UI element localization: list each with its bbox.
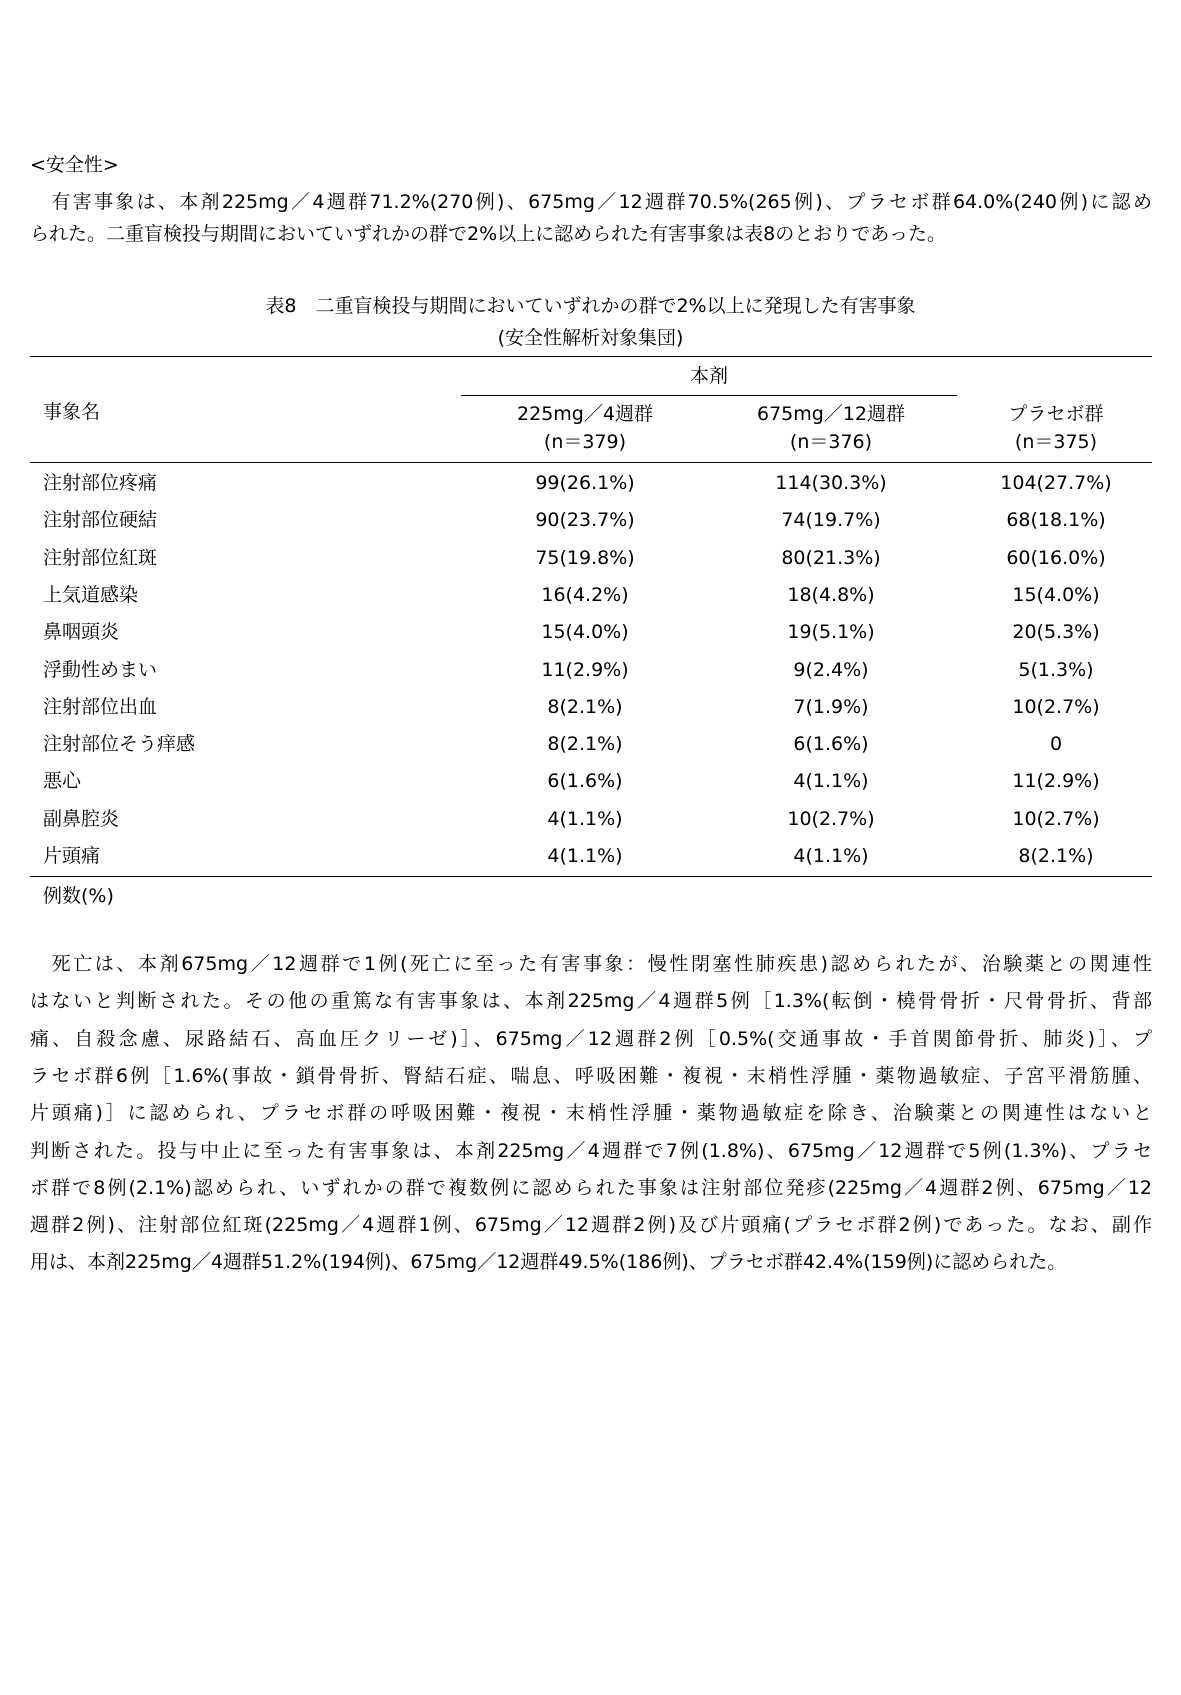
event-name: 浮動性めまい xyxy=(43,658,158,681)
cell-value: 20(5.3%) xyxy=(1012,621,1100,644)
header-n-225: (n＝379) xyxy=(543,431,627,453)
cell-value: 8(2.1%) xyxy=(547,733,623,756)
event-name: 片頭痛 xyxy=(43,845,101,867)
header-col-675: 675mg／12週群 xyxy=(756,403,905,425)
event-name: 注射部位出血 xyxy=(43,695,158,718)
section-heading: <安全性> xyxy=(30,154,119,176)
event-name: 鼻咽頭炎 xyxy=(43,621,120,644)
table-top-rule xyxy=(30,356,1152,357)
cell-value: 10(2.7%) xyxy=(1012,807,1100,830)
cell-value: 74(19.7%) xyxy=(781,509,881,532)
cell-value: 4(1.1%) xyxy=(547,845,623,867)
cell-value: 15(4.0%) xyxy=(541,621,629,644)
paragraph-line: ラセボ群6例［1.6%(事故・鎖骨骨折、腎結石症、喘息、呼吸困難・複視・末梢性浮腫・薬物過敏症、子宮平滑筋腫、 xyxy=(30,1064,1152,1087)
paragraph-line: 用は、本剤225mg／4週群51.2%(194例)、675mg／12週群49.5%(186例)、プラセボ群42.4%(159例)に認められた。 xyxy=(30,1251,1067,1274)
cell-value: 60(16.0%) xyxy=(1006,546,1106,569)
paragraph-line: 死亡は、本剤675mg／12週群で1例(死亡に至った有害事象：慢性閉塞性肺疾患)認められたが、治験薬との関連性 xyxy=(30,953,1152,975)
paragraph-line: 片頭痛)］に認められ、プラセボ群の呼吸困難・複視・末梢性浮腫・薬物過敏症を除き、治験薬との関連性はないと xyxy=(30,1102,1152,1125)
event-name: 上気道感染 xyxy=(43,583,139,606)
cell-value: 114(30.3%) xyxy=(775,472,887,494)
cell-value: 9(2.4%) xyxy=(793,658,869,681)
cell-value: 68(18.1%) xyxy=(1006,509,1106,532)
cell-value: 90(23.7%) xyxy=(535,509,635,532)
event-name: 注射部位硬結 xyxy=(43,509,158,532)
cell-value: 6(1.6%) xyxy=(793,733,869,756)
cell-value: 5(1.3%) xyxy=(1018,658,1094,681)
group-rule xyxy=(461,395,957,396)
cell-value: 0 xyxy=(1049,733,1063,756)
cell-value: 8(2.1%) xyxy=(1018,845,1094,867)
paragraph-line: ボ群で8例(2.1%)認められ、いずれかの群で複数例に認められた事象は注射部位発疹(225mg／4週群2例、675mg／12 xyxy=(30,1176,1152,1199)
cell-value: 8(2.1%) xyxy=(547,695,623,718)
cell-value: 4(1.1%) xyxy=(547,807,623,830)
paragraph-line: られた。二重盲検投与期間においていずれかの群で2%以上に認められた有害事象は表8のとおりであった。 xyxy=(30,223,947,245)
table-bottom-rule xyxy=(30,876,1152,877)
table-subtitle: (安全性解析対象集団) xyxy=(497,327,684,349)
header-n-675: (n＝376) xyxy=(789,431,873,453)
cell-value: 104(27.7%) xyxy=(1000,472,1112,494)
cell-value: 6(1.6%) xyxy=(547,770,623,793)
header-drug-group: 本剤 xyxy=(689,365,728,387)
header-col-placebo: プラセボ群 xyxy=(1008,403,1104,425)
table-title: 表8 二重盲検投与期間においていずれかの群で2%以上に発現した有害事象 xyxy=(265,295,916,317)
event-name: 悪心 xyxy=(43,770,82,793)
paragraph-line: 週群2例)、注射部位紅斑(225mg／4週群1例、675mg／12週群2例)及び片頭痛(プラセボ群2例)であった。なお、副作 xyxy=(30,1214,1152,1237)
cell-value: 4(1.1%) xyxy=(793,845,869,867)
paragraph-line: 判断された。投与中止に至った有害事象は、本剤225mg／4週群で7例(1.8%)、675mg／12週群で5例(1.3%)、プラセ xyxy=(30,1139,1152,1162)
header-col-225: 225mg／4週群 xyxy=(517,403,653,425)
cell-value: 19(5.1%) xyxy=(787,621,875,644)
paragraph-line: 痛、自殺念慮、尿路結石、高血圧クリーゼ)］、675mg／12週群2例［0.5%(交通事故・手首関節骨折、肺炎)］、プ xyxy=(30,1027,1152,1050)
cell-value: 75(19.8%) xyxy=(535,546,635,569)
paragraph-line: はないと判断された。その他の重篤な有害事象は、本剤225mg／4週群5例［1.3%(転倒・橈骨骨折・尺骨骨折、背部 xyxy=(30,990,1152,1013)
cell-value: 99(26.1%) xyxy=(535,472,635,494)
cell-value: 16(4.2%) xyxy=(541,583,629,606)
cell-value: 4(1.1%) xyxy=(793,770,869,793)
header-n-placebo: (n＝375) xyxy=(1014,431,1098,453)
cell-value: 15(4.0%) xyxy=(1012,583,1100,606)
event-name: 注射部位そう痒感 xyxy=(43,733,196,756)
cell-value: 11(2.9%) xyxy=(1012,770,1100,793)
cell-value: 10(2.7%) xyxy=(1012,695,1100,718)
cell-value: 80(21.3%) xyxy=(781,546,881,569)
cell-value: 10(2.7%) xyxy=(787,807,875,830)
paragraph-line: 有害事象は、本剤225mg／4週群71.2%(270例)、675mg／12週群70.5%(265例)、プラセボ群64.0%(240例)に認め xyxy=(30,191,1152,213)
table-footnote: 例数(%) xyxy=(43,885,114,907)
cell-value: 18(4.8%) xyxy=(787,583,875,606)
header-event-name: 事象名 xyxy=(43,401,101,423)
event-name: 副鼻腔炎 xyxy=(43,807,120,830)
cell-value: 11(2.9%) xyxy=(541,658,629,681)
header-rule xyxy=(30,462,1152,463)
cell-value: 7(1.9%) xyxy=(793,695,869,718)
event-name: 注射部位疼痛 xyxy=(43,472,158,494)
event-name: 注射部位紅斑 xyxy=(43,546,158,569)
